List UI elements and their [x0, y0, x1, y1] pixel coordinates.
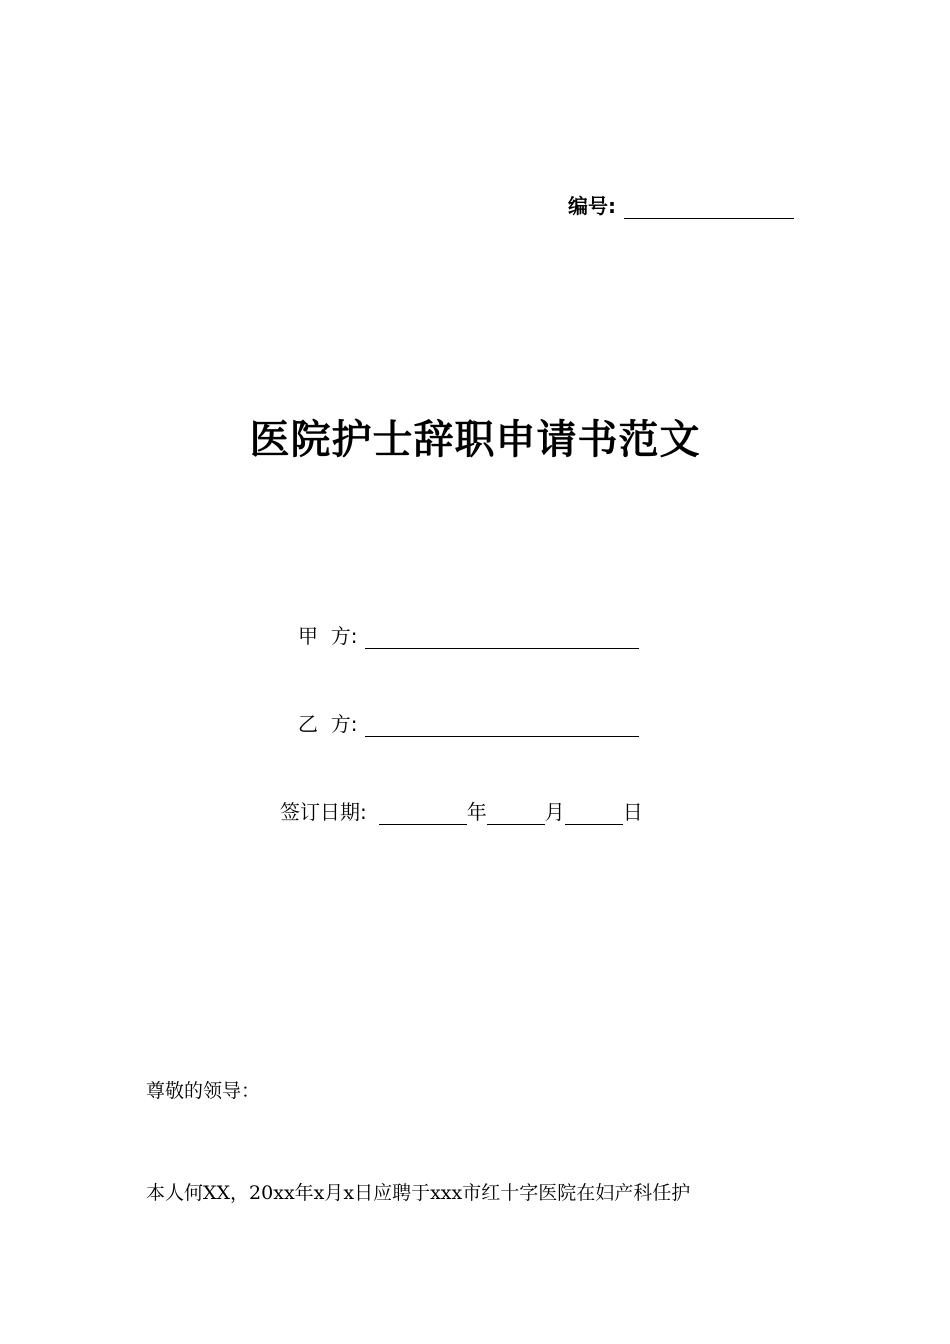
party-b-row [298, 708, 639, 737]
party-b-label: 乙 方: [298, 712, 358, 736]
party-b-blank [365, 714, 639, 737]
party-a-blank [365, 626, 639, 649]
sign-date-day-label: 日 [622, 800, 643, 824]
document-title: 医院护士辞职申请书范文 [249, 417, 701, 463]
letter-body-line: 本人何XX，20xx年x月x日应聘于xxx市红十字医院在妇产科任护 [146, 1182, 691, 1204]
sign-date-row [280, 796, 643, 825]
letter-salutation: 尊敬的领导： [146, 1080, 261, 1102]
document-number-row [568, 190, 794, 219]
party-a-label: 甲 方: [298, 624, 358, 648]
sign-date-month-label: 月 [544, 800, 565, 824]
sign-date-month-blank [487, 802, 545, 825]
sign-date-year-label: 年 [466, 800, 487, 824]
sign-date-year-blank [379, 802, 467, 825]
sign-date-label: 签订日期: [280, 800, 367, 824]
document-number-label: 编号: [568, 194, 616, 218]
sign-date-day-blank [565, 802, 623, 825]
party-a-row [298, 620, 639, 649]
document-number-blank [624, 194, 794, 219]
